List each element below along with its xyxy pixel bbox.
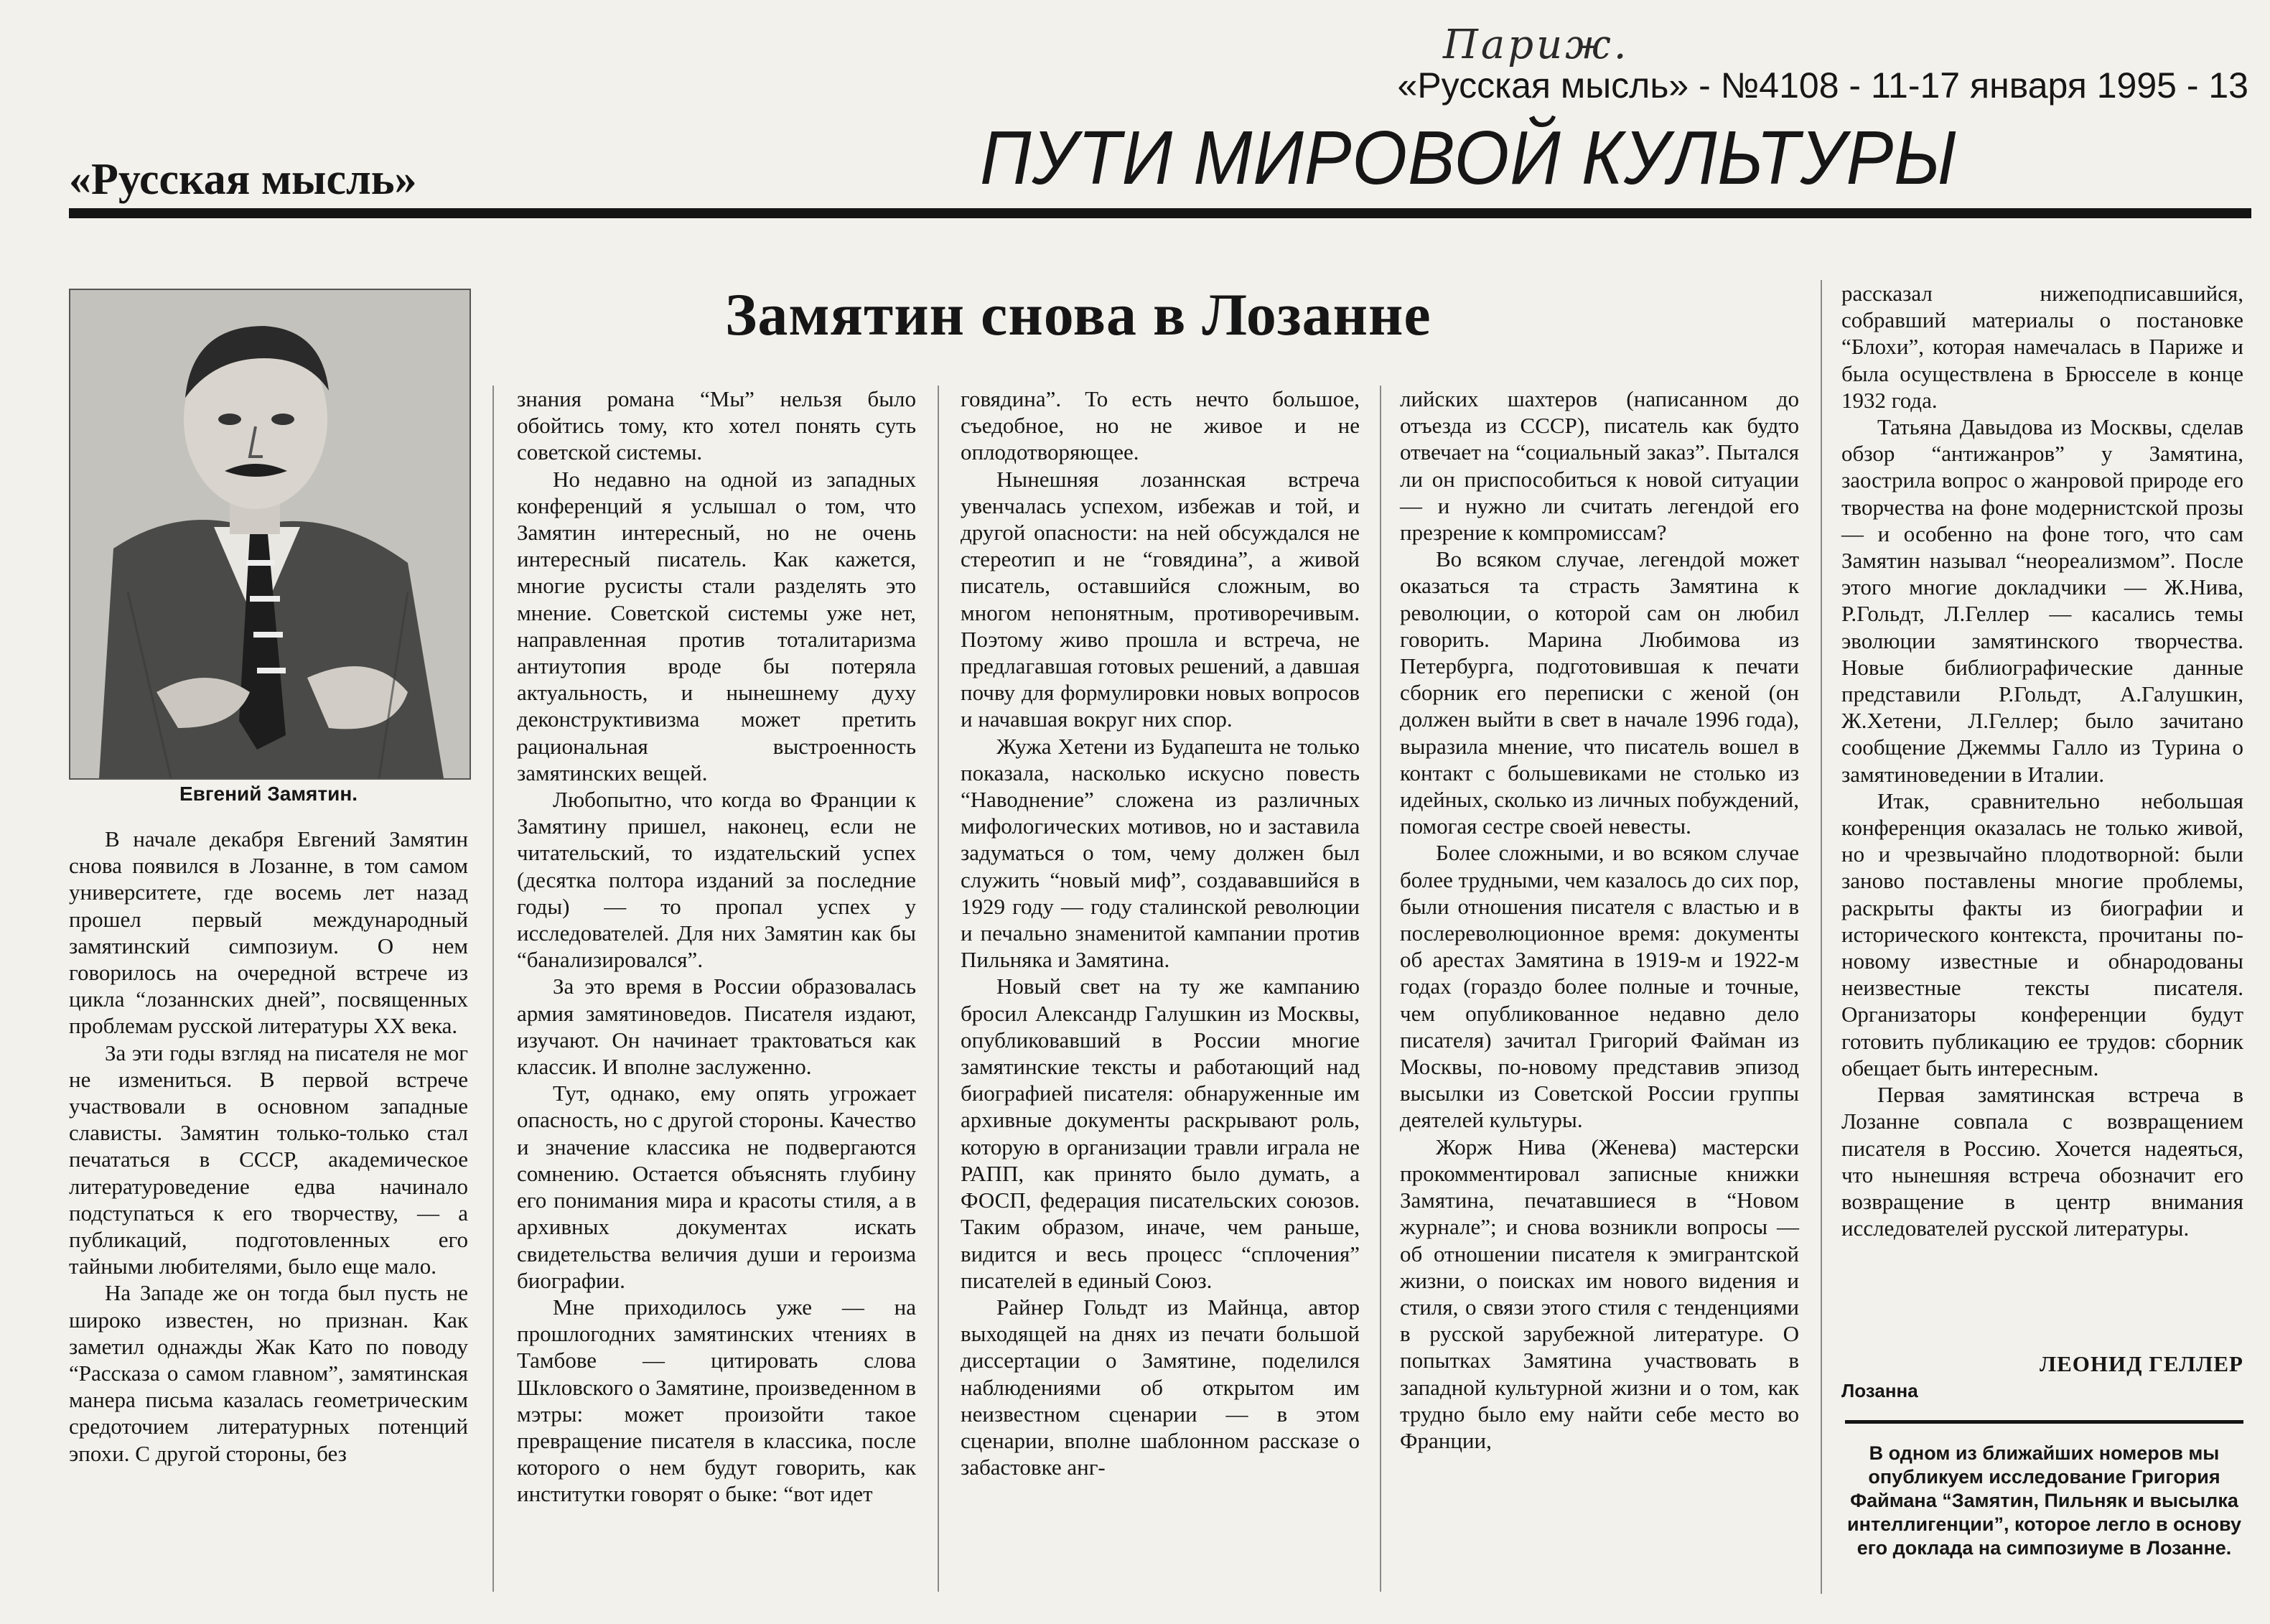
paragraph: Нынешняя лозаннская встреча увенчалась успехом, избежав и той, и другой опасности: на ней обсуждался не стереотип и не “говядина”, а живой писатель, оставшийся сложным, во многом непонятным, противоречивым. Поэтому живо прошла и встреча, не предлагавшая готовых решений, а давшая почву для формулировки новых вопросов и начавшая вокруг них спор. — [961, 466, 1360, 732]
paragraph: Во всяком случае, легендой может оказаться та страсть Замятина к революции, о которой сам он любил говорить. Марина Любимова из Петербурга, подготовившая к печати сборник его переписки с женой (он должен выйти в свет в начале 1996 года), выразила мнение, что писатель вошел в контакт с большевиками не столько из идейных, сколько из личных побуждений, помогая сестре своей невесты. — [1400, 546, 1799, 839]
column-divider — [1380, 386, 1381, 1592]
paragraph: Тут, однако, ему опять угрожает опасность, но с другой стороны. Качество и значение классика не подвергаются сомнению. Остается объяснять глубину его понимания мира и красоты стиля, а в архивных документах искать свидетельства величия души и героизма биографии. — [517, 1081, 916, 1293]
paragraph: Мне приходилось уже — на прошлогодних замятинских чтениях в Тамбове — цитировать слова Шкловского о Замятине, произведенном в мэтры: может произойти такое превращение писателя в классика, после которого о нем будут говорить, как институтки говорят о быке: “вот идет — [517, 1294, 916, 1507]
paragraph: знания романа “Мы” нельзя было обойтись тому, кто хотел понять суть советской системы. — [517, 386, 916, 465]
portrait-illustration — [70, 290, 470, 778]
paragraph: Более сложными, и во всяком случае более трудными, чем казалось до сих пор, были отношения писателя с властью и в послереволюционное время: документы об арестах Замятина в 1919-м и 1922-м годах (гораздо более полные и точные, чем опубликованное недавно дело писателя) зачитал Григорий Файман из Москвы, по-новому представив эпизод высылки из Советской России группы деятелей культуры. — [1400, 840, 1799, 1133]
masthead: «Русская мысль» — [69, 155, 417, 204]
article-column-1 — [69, 826, 468, 1467]
handwritten-note: Париж. — [1443, 22, 1630, 68]
paragraph: Новый свет на ту же кампанию бросил Александр Галушкин из Москвы, опубликовавший в России многие замятинские тексты и работающий над биографией писателя: обнаруженные им архивные документы раскрывают роль, которую в организации травли играла не РАПП, как принято было думать, а ФОСП, федерация писательских союзов. Таким образом, иначе, чем раньше, видится и весь процесс “сплочения” писателей в единый Союз. — [961, 974, 1360, 1293]
paragraph: лийских шахтеров (написанном до отъезда из СССР), писатель как будто отвечает на “социальный заказ”. Пытался ли он приспособиться к новой ситуации — и нужно ли считать легендой его презрение к компромиссам? — [1400, 386, 1799, 546]
paragraph: За эти годы взгляд на писателя не мог не измениться. В первой встрече участвовали в основном западные слависты. Замятин только-только стал печататься в СССР, академическое литературоведение едва начинало подступаться к его творчеству, — а публикаций, подготовленных его тайными любителями, было еще мало. — [69, 1040, 468, 1279]
paragraph: Первая замятинская встреча в Лозанне совпала с возвращением писателя в Россию. Хочется надеяться, что нынешняя встреча обозначит его возвращение в центр внимания исследователей русской литературы. — [1841, 1082, 2243, 1241]
paragraph: Жужа Хетени из Будапешта не только показала, насколько искусно повесть “Наводнение” сложена из различных мифологических мотивов, но и заставила задуматься о том, чему должен был служить “новый миф”, создававшийся в 1929 году — году сталинской революции и печально знаменитой кампании против Пильняка и Замятина. — [961, 733, 1360, 973]
paragraph: За это время в России образовалась армия замятиноведов. Писателя издают, изучают. Он начинает трактоваться как классик. И вполне заслуженно. — [517, 974, 916, 1080]
paragraph: Итак, сравнительно небольшая конференция оказалась не только живой, но и чрезвычайно плодотворной: были заново поставлены многие проблемы, раскрыты факты из биографии и исторического контекста, прочитаны по-новому известные и обнародованы неизвестные тексты писателя. Организаторы конференции будут готовить публикацию ее трудов: сборник обещает быть интересным. — [1841, 788, 2243, 1081]
notice-rule — [1845, 1420, 2243, 1424]
paragraph: В начале декабря Евгений Замятин снова появился в Лозанне, в том самом университете, где восемь лет назад прошел первый международный замятинский симпозиум. О нем говорилось на очередной встрече из цикла “лозаннских дней”, посвященных проблемам русской литературы XX века. — [69, 826, 468, 1039]
article-headline: Замятин снова в Лозанне — [725, 281, 1431, 348]
paragraph: говядина”. То есть нечто большое, съедобное, но не живое и не оплодотворяющее. — [961, 386, 1360, 465]
paragraph: Любопытно, что когда во Франции к Замятину пришел, наконец, если не читательский, то издательский успех (десятка полтора изданий за последние годы) — то пропал успех у исследователей. Для них Замятин как бы “банализировался”. — [517, 787, 916, 973]
column-divider — [1821, 280, 1822, 1594]
paragraph: рассказал нижеподписавшийся, собравший материалы о постановке “Блохи”, которая намечалась в Париже и была осуществлена в Брюсселе в конце 1932 года. — [1841, 281, 2243, 413]
paragraph: Жорж Нива (Женева) мастерски прокомментировал записные книжки Замятина, печатавшиеся в “Новом журнале”; и снова возникли вопросы — об отношении писателя к эмигрантской жизни, о поисках им нового видения и стиля, о связи этого стиля с тенденциями в русской зарубежной литературе. О попытках Замятина участвовать в западной культурной жизни и о том, как трудно было ему найти себе место во Франции, — [1400, 1134, 1799, 1453]
article-column-3 — [961, 386, 1360, 1480]
author-portrait — [69, 289, 471, 780]
article-column-5 — [1841, 280, 2243, 1241]
issue-line: «Русская мысль» - №4108 - 11-17 января 1995 - 13 — [1397, 65, 2248, 106]
header-rule — [69, 208, 2251, 218]
article-column-4 — [1400, 386, 1799, 1454]
paragraph: Татьяна Давыдова из Москвы, сделав обзор “антижанров” у Замятина, заострила вопрос о жанровой природе его творчества на фоне модернистской прозы — и особенно на фоне того, что сам Замятин называл “неореализмом”. После этого многие докладчики — Ж.Нива, Р.Гольдт, Л.Геллер — касались темы эволюции замятинского творчества. Новые библиографические данные представили Р.Гольдт, А.Галушкин, Ж.Хетени, Л.Геллер; было зачитано сообщение Джеммы Галло из Турина о замятиноведении в Италии. — [1841, 414, 2243, 787]
article-column-2 — [517, 386, 916, 1508]
column-divider — [938, 386, 939, 1592]
section-title: ПУТИ МИРОВОЙ КУЛЬТУРЫ — [980, 116, 1958, 200]
dateline-place: Лозанна — [1841, 1380, 1918, 1401]
paragraph: На Западе же он тогда был пусть не широко известен, но признан. Как заметил однажды Жак Като по поводу “Рассказа о самом главном”, замятинская манера письма казалась геометрическим средоточием литературных потенций эпохи. С другой стороны, без — [69, 1280, 468, 1466]
paragraph: Райнер Гольдт из Майнца, автор выходящей на днях из печати большой диссертации о Замятине, поделился наблюдениями об открытом им неизвестном сценарии — в этом сценарии, вполне шаблонном рассказе о забастовке анг- — [961, 1294, 1360, 1480]
author-signature: ЛЕОНИД ГЕЛЛЕР — [2040, 1351, 2243, 1376]
paragraph: Но недавно на одной из западных конференций я услышал о том, что Замятин интересный, но не очень интересный писатель. Как кажется, многие русисты стали разделять это мнение. Советской системы уже нет, направленная против тоталитаризма антиутопия вроде бы потеряла актуальность, и нынешнему духу деконструктивизма может претить рациональная выстроенность замятинских вещей. — [517, 466, 916, 785]
column-divider — [492, 386, 494, 1592]
editorial-notice: В одном из ближайших номеров мы опубликуем исследование Григория Файмана “Замятин, Пильняк и высылка интеллигенции”, которое легло в основу его доклада на симпозиуме в Лозанне. — [1847, 1442, 2241, 1559]
photo-caption: Евгений Замятин. — [179, 783, 358, 805]
